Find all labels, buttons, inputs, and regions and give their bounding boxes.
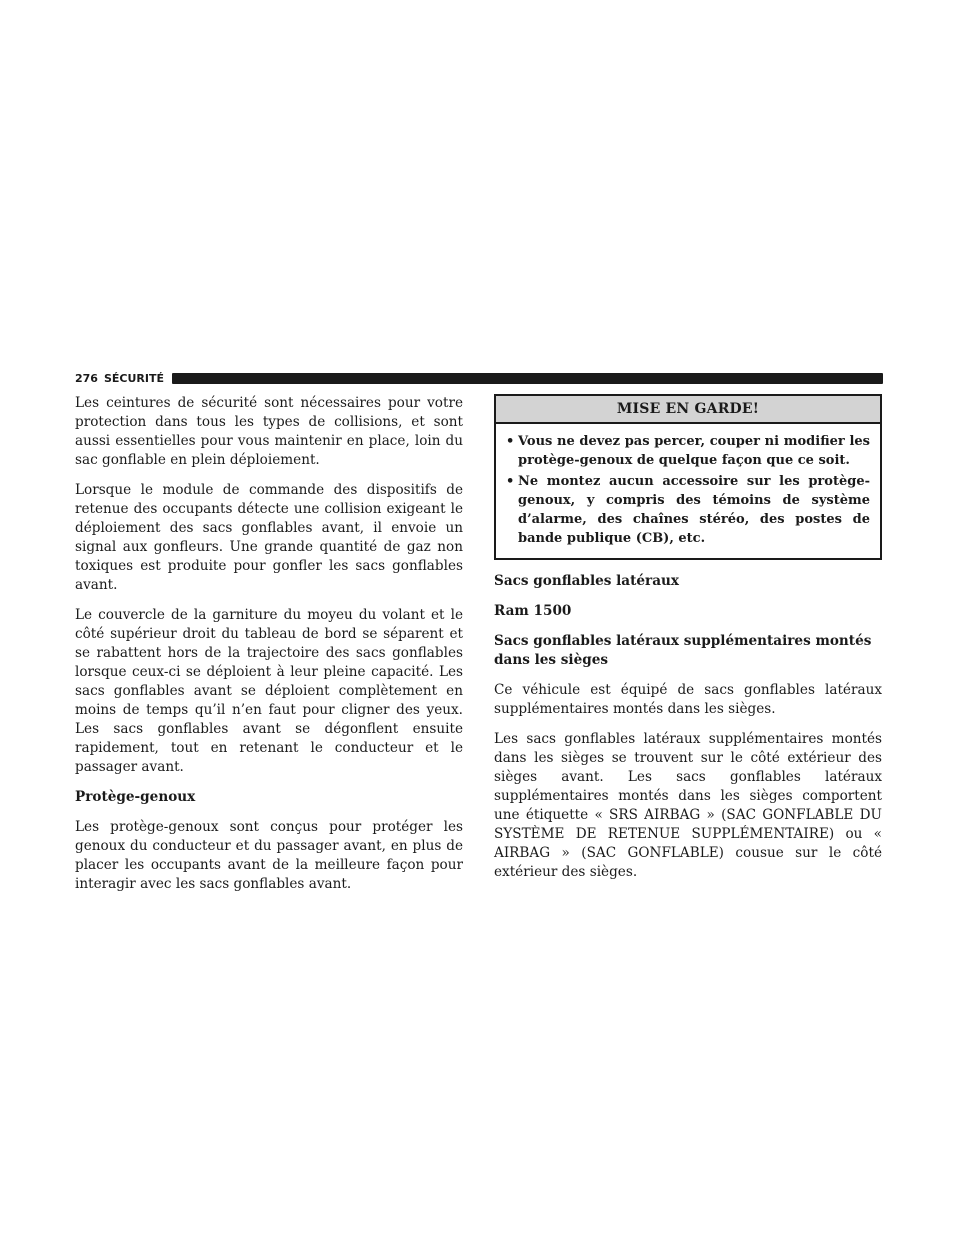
right-column <box>494 394 882 893</box>
paragraph: Les sacs gonflables latéraux supplémentaires montés dans les sièges se trouvent sur le côté extérieur des sièges avant. Les sacs gonflables latéraux supplémentaires montés dans les sièges comportent une étiquette « SRS AIRBAG » (SAC GONFLABLE DU SYSTÈME DE RETENUE SUPPLÉMENTAIRE) ou « AIRBAG » (SAC GONFLABLE) cousue sur le côté extérieur des sièges. <box>494 731 882 880</box>
page-header <box>75 370 883 386</box>
page-number: 276 <box>75 371 98 385</box>
bullet-icon: • <box>506 434 515 449</box>
paragraph: Les protège-genoux sont conçus pour protéger les genoux du conducteur et du passager avant, en plus de placer les occupants avant de la meilleure façon pour interagir avec les sacs gonflables avant. <box>75 819 463 892</box>
warning-title: MISE EN GARDE! <box>496 396 880 424</box>
paragraph: Les ceintures de sécurité sont nécessaires pour votre protection dans tous les types de collisions, et sont aussi essentielles pour vous maintenir en place, loin du sac gonflable en plein déploiement. <box>75 395 463 468</box>
heading-side-airbags: Sacs gonflables latéraux <box>494 573 679 589</box>
warning-item-text: Vous ne devez pas percer, couper ni modifier les protège-genoux de quelque façon que ce soit. <box>518 434 870 468</box>
bullet-icon: • <box>506 474 515 489</box>
warning-list <box>496 424 880 558</box>
header-rule <box>172 373 883 384</box>
warning-item-text: Ne montez aucun accessoire sur les protège-genoux, y compris des témoins de système d’alarme, des chaînes stéréo, des postes de bande publique (CB), etc. <box>518 474 870 546</box>
paragraph: Le couvercle de la garniture du moyeu du volant et le côté supérieur droit du tableau de bord se séparent et se rabattent hors de la trajectoire des sacs gonflables lorsque ceux-ci se déploient à leur pleine capacité. Les sacs gonflables avant se déploient complètement en moins de temps qu’il n’en faut pour cligner des yeux. Les sacs gonflables avant se dégonflent ensuite rapidement, tout en retenant le conducteur et le passager avant. <box>75 607 463 775</box>
warning-box <box>494 394 882 560</box>
section-title: SÉCURITÉ <box>103 371 164 385</box>
heading-model: Ram 1500 <box>494 603 572 619</box>
left-column <box>75 394 463 905</box>
paragraph: Ce véhicule est équipé de sacs gonflables latéraux supplémentaires montés dans les sièges. <box>494 682 882 717</box>
warning-item <box>506 472 870 548</box>
paragraph: Lorsque le module de commande des dispositifs de retenue des occupants détecte une collision exigeant le déploiement des sacs gonflables avant, il envoie un signal aux gonfleurs. Une grande quantité de gaz non toxiques est produite pour gonfler les sacs gonflables avant. <box>75 482 463 593</box>
warning-item <box>506 432 870 470</box>
heading-seat-airbags: Sacs gonflables latéraux supplémentaires montés dans les sièges <box>494 633 872 668</box>
heading-knee-bolsters: Protège-genoux <box>75 789 196 805</box>
